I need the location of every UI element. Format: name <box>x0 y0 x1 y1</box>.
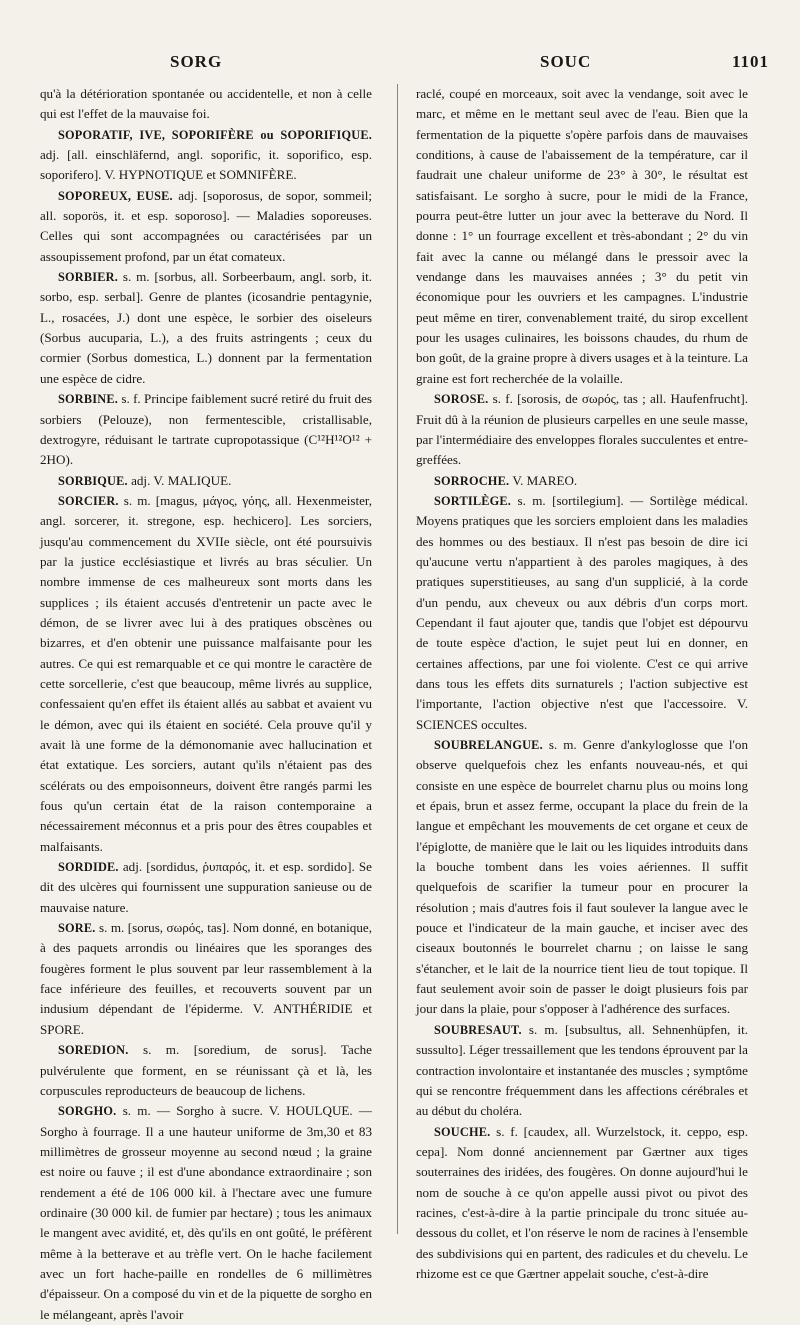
dictionary-entry <box>416 84 748 389</box>
entry-text: s. f. [sorosis, de σωρός, tas ; all. Haufenfrucht]. Fruit dû à la réunion de plusieurs carpelles en une seule masse, par l'intermédiaire des enveloppes florales succulentes et entre-greffées. <box>416 391 748 468</box>
entry-headword: SORROCHE. <box>434 473 510 488</box>
dictionary-entry <box>40 389 372 470</box>
entry-text: s. m. Genre d'ankyloglosse que l'on observe quelquefois chez les enfants nouveau-nés, et qui consiste en une espèce de bourrelet charnu plus ou moins long et épais, brun et assez ferme, occupant la place du frein de la langue et empêchant les mouvements de cet organe et ceux de l'épiglotte, de manière que le lait ou les liquides introduits dans la bouche tombent dans les voies aériennes. Il suffit quelquefois de scarifier la tumeur pour en procurer la résolution ; mais d'autres fois il faut soulever la langue avec le pouce et l'indicateur de la main gauche, et inciser avec des ciseaux boutonnés le bourrelet charnu ; on laisse le sang s'étancher, et le lait de la nourrice tient lieu de tout topique. Il faut seulement avoir soin de passer le doigt plusieurs fois par jour dans la plaie, pour s'opposer à l'adhérence des surfaces. <box>416 737 748 1017</box>
entry-headword: SORE. <box>58 921 96 936</box>
entry-headword: SORTILÈGE. <box>434 493 512 508</box>
dictionary-entry <box>40 1040 372 1101</box>
dictionary-entry <box>416 1020 748 1122</box>
entry-text: s. m. [sorus, σωρός, tas]. Nom donné, en botanique, à des paquets arrondis ou linéaires que les sporanges des fougères forment le plus souvent par leur rassemblement à la face inférieure des feuilles, et recouverts souvent par un indusium dépendant de l'épiderme. V. ANTHÉRIDIE et SPORE. <box>40 920 372 1037</box>
entry-text: V. MAREO. <box>512 472 578 488</box>
dictionary-entry <box>40 84 372 125</box>
dictionary-entry <box>40 186 372 267</box>
dictionary-entry <box>40 267 372 389</box>
entry-headword: SOROSE. <box>434 392 489 407</box>
entry-text: raclé, coupé en morceaux, soit avec la vendange, soit avec le marc, et même en le mettant seul avec de l'eau. Bien que la fermentation de la piquette s'opère parfois dans de mauvaises conditions, à cause de l'abaissement de la température, car il faudrait une chaleur uniforme de 23° à 30°, le résultat est satisfaisant. Le sorgho à sucre, pour le midi de la France, pourra peut-être lutter un jour avec la betterave du Nord. Il donne : 1° un fourrage excellent et très-abondant ; 2° du vin fait avec la canne ou mélangé dans le pressoir avec la vendange dans les mauvaises années ; 3° du petit vin économique pour les ouvriers et les campagnes. L'industrie peut même en tirer, convenablement traité, du sirop excellent pour les usages culinaires, les boissons chaudes, du rhum de bon goût, de la graine propre à divers usages et à la teinture. La graine est fort recherchée de la volaille. <box>416 86 748 386</box>
dictionary-entry <box>40 918 372 1040</box>
page-number: 1101 <box>732 52 770 71</box>
dictionary-entry <box>416 1122 748 1285</box>
entry-text: s. f. [caudex, all. Wurzelstock, it. ceppo, esp. cepa]. Nom donné anciennement par Gærtner aux tiges souterraines des iridées, des fougères. On donne aujourd'hui le nom de souche à ce qu'on appelle aussi pivot ou pivot des racines, c'est-à-dire à la partie principale du tronc située au-dessous du collet, et l'on réserve le nom de racines à l'ensemble des subdivisions qui en partent, des radicules et du chevelu. Le rhizome est ce que Gærtner appelait souche, c'est-à-dire <box>416 1123 749 1281</box>
entry-headword: SOUCHE. <box>434 1124 491 1139</box>
entry-headword: SOREDION. <box>58 1043 129 1058</box>
right-column <box>416 84 748 1284</box>
entry-text: s. f. Principe faiblement sucré retiré du fruit des sorbiers (Pelouze), non fermentescible, cristallisable, dextrogyre, réduisant le tartrate cupropotassique (C¹²H¹²O¹² + 2HO). <box>40 391 372 468</box>
dictionary-entry <box>416 735 748 1020</box>
entry-text: s. m. [soredium, de sorus]. Tache pulvérulente que forment, en se réunissant çà et là, les corpuscules reproducteurs de beaucoup de lichens. <box>40 1042 372 1098</box>
entry-headword: SORDIDE. <box>58 860 119 875</box>
entry-headword: SORBINE. <box>58 392 119 407</box>
running-head-right: SOUC <box>540 52 592 71</box>
entry-headword: SORCIER. <box>58 493 119 508</box>
dictionary-entry <box>40 125 372 186</box>
entry-text: adj. [all. einschläfernd, angl. soporific, it. soporifico, esp. soporifero]. V. HYPNOTIQUE et SOMNIFÈRE. <box>40 147 372 183</box>
entry-text: qu'à la détérioration spontanée ou accidentelle, et non à celle qui est l'effet de la mauvaise foi. <box>40 86 372 122</box>
entry-headword: SORBIER. <box>58 270 119 285</box>
entry-text: adj. [sordidus, ῥυπαρός, it. et esp. sordido]. Se dit des ulcères qui fournissent une suppuration sanieuse ou de mauvaise nature. <box>40 859 372 915</box>
entry-text: s. m. [sortilegium]. — Sortilège médical. Moyens pratiques que les sorciers emploient dans les maladies des hommes ou des bestiaux. Il n'est pas besoin de dire ici qu'aucune vertu n'appartient à des paroles magiques, à des pratiques superstitieuses, au sang d'un supplicié, à la corde d'un pendu, aux cheveux ou aux débris d'un corps mort. Cependant il faut ajouter que, tandis que l'objet est dépourvu de toute espèce d'action, le sujet peut lui en donner, en certaines affections, par une foi violente. C'est ce qui arrive dans tous les effets dits surnaturels ; l'action subjective est l'importante, l'action objective n'est que l'accessoire. V. SCIENCES occultes. <box>416 492 748 732</box>
dictionary-entry <box>416 491 748 735</box>
left-column <box>40 84 372 1325</box>
entry-headword: SOUBRELANGUE. <box>434 738 543 752</box>
entry-headword: SORBIQUE. <box>58 473 128 488</box>
dictionary-entry <box>40 491 372 857</box>
dictionary-entry <box>40 857 372 918</box>
entry-text: s. m. [sorbus, all. Sorbeerbaum, angl. sorb, it. sorbo, esp. serbal]. Genre de plantes (icosandrie pentagynie, L., rosacées, J.) dont une espèce, le sorbier des oiseleurs (Sorbus aucuparia, L.), a des fruits astringents ; ceux du cormier (Sorbus domestica, L.) donnent par la fermentation une espèce de cidre. <box>40 269 372 386</box>
entry-text: adj. [soporosus, de sopor, sommeil; all. soporös, it. et esp. soporoso]. — Maladies soporeuses. Celles qui sont accompagnées ou caractérisées par un assoupissement profond, par un état comateux. <box>40 187 373 264</box>
dictionary-entry <box>40 1101 372 1325</box>
column-divider <box>397 84 398 1234</box>
dictionary-entry <box>40 471 372 491</box>
entry-headword: SOPORATIF, IVE, SOPORIFÈRE ou SOPORIFIQUE. <box>58 127 372 142</box>
entry-headword: SOUBRESAUT. <box>434 1022 522 1037</box>
dictionary-entry <box>416 389 748 470</box>
entry-text: s. m. — Sorgho à sucre. V. HOULQUE. — Sorgho à fourrage. Il a une hauteur uniforme de 3m,30 et 83 millimètres de grosseur moyenne au second nœud ; la graine est noire ou fauve ; il est d'une abondance extraordinaire ; son rendement a été de 106 000 kil. à l'hectare avec une fumure ordinaire (30 000 kil. de fumier par hectare) ; tous les animaux le mangent avec avidité, et, dès qu'ils en ont goûté, le préfèrent même à la betterave et au trèfle vert. On le hache facilement avec un fort hache-paille en rondelles de 6 millimètres d'épaisseur. On a composé du vin et de la piquette de sorgho en le mélangeant, après l'avoir <box>40 1103 372 1322</box>
entry-headword: SORGHO. <box>58 1104 117 1119</box>
entry-text: adj. V. MALIQUE. <box>131 472 232 488</box>
entry-headword: SOPOREUX, EUSE. <box>58 188 173 203</box>
entry-text: s. m. [magus, μάγος, γόης, all. Hexenmeister, angl. sorcerer, it. stregone, esp. hechicero]. Les sorciers, jusqu'au commencement du XVIIe siècle, ont été poursuivis par la justice ecclésiastique et livrés au bras séculier. Un nombre immense de ces malheureux sont morts dans les supplices ; ils étaient accusés d'entretenir un pacte avec le démon, de se livrer avec lui à des pratiques obscènes ou bizarres, et d'en obtenir une puissance malfaisante pour les autres. Ce qui est remarquable et ce qui montre le caractère de cette sorcellerie, c'est que beaucoup, même livrés au supplice, confessaient qu'en effet ils étaient allés au sabbat et avaient vu le démon, avec qui ils étaient en société. Cela prouve qu'il y avait là une forme de la démonomanie avec hallucination et état extatique. Les sorciers, autant qu'ils n'étaient pas des scélérats ou des empoisonneurs, doivent être rangés parmi les fous qu'un certain état de la raison contemporaine a nécessairement méconnus et a pris pour des êtres coupables et malfaisants. <box>40 492 372 854</box>
entry-text: s. m. [subsultus, all. Sehnenhüpfen, it. sussulto]. Léger tressaillement que les tendons éprouvent par la contraction involontaire et instantanée des muscles ; symptôme qui se rencontre fréquemment dans les affections cérébrales et au début du choléra. <box>416 1021 749 1119</box>
running-head-left: SORG <box>170 52 223 71</box>
dictionary-entry <box>416 471 748 491</box>
